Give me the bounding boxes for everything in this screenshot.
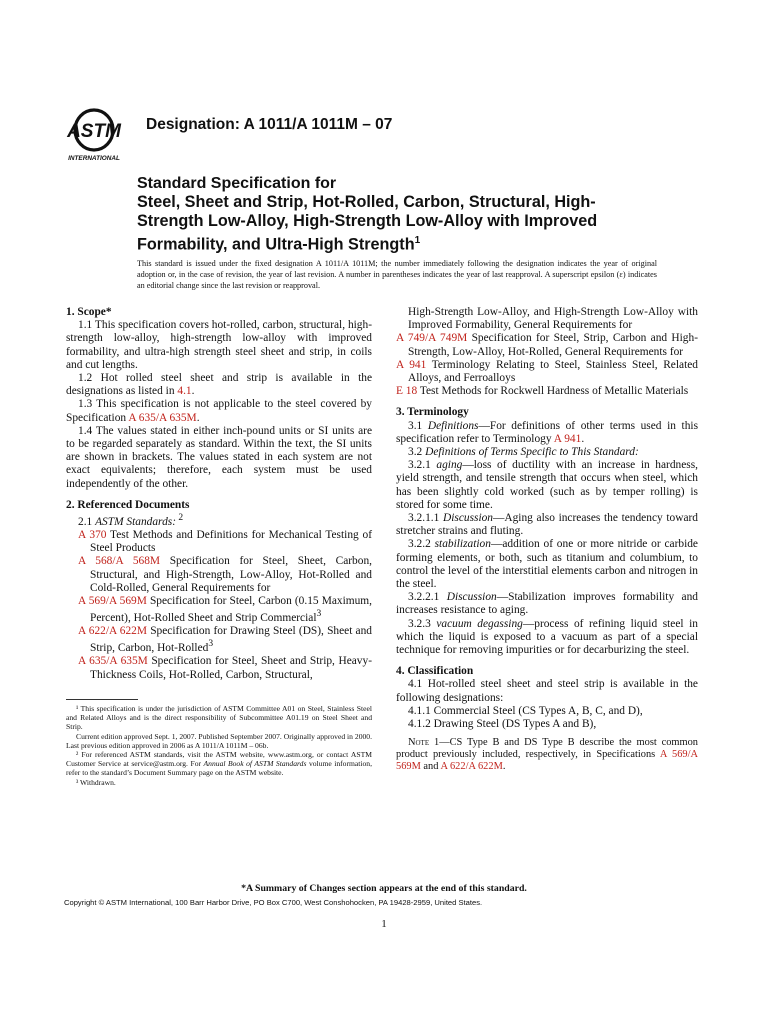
title-footnote-mark: 1 [414, 235, 421, 246]
paragraph: 3.2 Definitions of Terms Specific to This Standard: [408, 446, 639, 459]
right-column [396, 306, 698, 773]
reference-link[interactable]: A 941 [396, 358, 427, 371]
paragraph: 3.2.2 stabilization—addition of one or more nitride or carbide forming elements, or both, such as titanium and columbium, to control the level of the interstitial elements carbon and nitrogen in the steel. [396, 538, 698, 591]
paragraph: 3.2.1.1 Discussion—Aging also increases the tendency toward stretcher strains and fluting. [396, 512, 698, 538]
section-heading: 3. Terminology [396, 406, 469, 419]
reference-entry: E 18 Test Methods for Rockwell Hardness of Metallic Materials [396, 385, 689, 398]
paragraph: 1.4 The values stated in either inch-pound units or SI units are to be regarded separately as standard. Within the text, the SI units are shown in brackets. The values stated in each system are not exact equivalents; therefore, each system must be used independently of the other. [66, 424, 372, 490]
section-heading: 4. Classification [396, 665, 474, 678]
paragraph: 4.1.2 Drawing Steel (DS Types A and B), [408, 718, 597, 731]
paragraph: 1.1 This specification covers hot-rolled, carbon, structural, high-strength low-alloy, high-strength low-alloy with improved formability, and ultra-high strength steel sheet and strip, in coils and cut lengths. [66, 319, 372, 371]
paragraph: 3.1 Definitions—For definitions of other terms used in this specification refer to Terminology A 941. [396, 419, 698, 445]
section-heading: 2. Referenced Documents [66, 498, 190, 511]
reference-link[interactable]: A 622/A 622M [78, 625, 148, 638]
paragraph: 1.3 This specification is not applicable to the steel covered by Specification A 635/A 635M. [66, 398, 372, 424]
footnote-divider [66, 699, 138, 700]
issue-note: This standard is issued under the fixed designation A 1011/A 1011M; the number immediately following the designation indicates the year of original adoption or, in the case of revision, the year of last revision. A number in parentheses indicates the year of last reapproval. A superscript epsilon (ε) indicates an editorial change since the last revision or reapproval. [137, 259, 657, 290]
reference-continuation: High-Strength Low-Alloy, and High-Strength Low-Alloy with Improved Formability, General Requirements for [408, 306, 698, 332]
summary-note: *A Summary of Changes section appears at the end of this standard. [241, 883, 527, 894]
section-heading: 1. Scope* [66, 306, 112, 318]
document-title [137, 174, 647, 254]
paragraph: 2.1 ASTM Standards: $^2$ [78, 513, 184, 528]
footnote: Current edition approved Sept. 1, 2007. Published September 2007. Originally approved in 2000. Last previous edition approved in 2006 as A 1011/A 1011M – 06b. [66, 731, 372, 750]
reference-entry: A 635/A 635M Specification for Steel, Sheet and Strip, Heavy-Thickness Coils, Hot-Rolled, Carbon, Structural, [78, 655, 372, 681]
title-line: Steel, Sheet and Strip, Hot-Rolled, Carbon, Structural, High- [137, 193, 596, 211]
standard-link[interactable]: A 622/A 622M [440, 761, 503, 773]
left-column [66, 306, 372, 682]
standard-link[interactable]: A 941 [553, 432, 582, 445]
standard-link[interactable]: A 569/A 569M [396, 749, 698, 773]
svg-text:ASTM: ASTM [67, 121, 121, 142]
page-number: 1 [381, 918, 387, 930]
footnotes [66, 704, 372, 787]
paragraph: 4.1.1 Commercial Steel (CS Types A, B, C, and D), [408, 704, 643, 717]
footnote: ³ Withdrawn. [76, 777, 116, 787]
paragraph: 3.2.2.1 Discussion—Stabilization improves formability and increases resistance to aging. [396, 591, 698, 617]
title-line: Strength Low-Alloy, High-Strength Low-Alloy with Improved [137, 212, 598, 230]
reference-entry: A 941 Terminology Relating to Steel, Stainless Steel, Related Alloys, and Ferroalloys [396, 358, 698, 385]
reference-link[interactable]: A 568/A 568M [78, 555, 161, 568]
title-prefix: Standard Specification for [137, 175, 337, 192]
reference-entry: A 749/A 749M Specification for Steel, Strip, Carbon and High-Strength, Low-Alloy, Hot-Rolled, General Requirements for [396, 332, 698, 358]
paragraph: 3.2.3 vacuum degassing—process of refining liquid steel in which the liquid is exposed to a vacuum as part of a special technique for removing impurities or for decarburizing the steel. [396, 617, 698, 657]
paragraph: 1.2 Hot rolled steel sheet and strip is available in the designations as listed in 4.1. [66, 372, 372, 398]
title-line: Formability, and Ultra-High Strength [137, 235, 415, 254]
reference-entry: A 622/A 622M Specification for Drawing Steel (DS), Sheet and Strip, Carbon, Hot-Rolled$^3$ [78, 625, 372, 655]
logo-text: INTERNATIONAL [68, 155, 120, 162]
reference-link[interactable]: E 18 [396, 385, 418, 398]
reference-link[interactable]: A 370 [78, 529, 107, 542]
paragraph: 3.2.1 aging—loss of ductility with an increase in hardness, yield strength, and tensile strength that occurs when steel, which has been slightly cold worked (such as by temper rolling) is stored for some time. [396, 459, 698, 511]
reference-link[interactable]: A 635/A 635M [78, 655, 148, 668]
copyright: Copyright © ASTM International, 100 Barr Harbor Drive, PO Box C700, West Conshohocken, PA 19428-2959, United States. [64, 898, 483, 907]
designation: Designation: A 1011/A 1011M – 07 [146, 116, 393, 133]
note: Note 1—CS Type B and DS Type B describe the most common product previously included, respectively, in Specifications A 569/A 569M and A 622/A 622M. [396, 737, 698, 773]
astm-logo [64, 106, 130, 164]
paragraph: 4.1 Hot-rolled steel sheet and steel strip is available in the following designations: [396, 678, 698, 704]
footnote: ¹ This specification is under the jurisdiction of ASTM Committee A01 on Steel, Stainless Steel and Related Alloys and is the direct responsibility of Subcommittee A01.19 on Steel Sheet and Strip. [66, 704, 372, 732]
footnote: ² For referenced ASTM standards, visit the ASTM website, www.astm.org, or contact ASTM Customer Service at service@astm.org. For Annual Book of ASTM Standards volume information, refer to the standard’s Document Summary page on the ASTM website. [66, 750, 373, 778]
reference-link[interactable]: A 749/A 749M [396, 332, 468, 345]
reference-entry: A 370 Test Methods and Definitions for Mechanical Testing of Steel Products [78, 529, 372, 555]
reference-link[interactable]: A 569/A 569M [78, 595, 147, 608]
reference-entry: A 568/A 568M Specification for Steel, Sheet, Carbon, Structural, and High-Strength, Low-Alloy, Hot-Rolled and Cold-Rolled, General Requirements for [78, 555, 372, 594]
section-link[interactable]: 4.1 [177, 385, 192, 398]
standard-link[interactable]: A 635/A 635M [128, 411, 197, 424]
reference-entry: A 569/A 569M Specification for Steel, Carbon (0.15 Maximum, Percent), Hot-Rolled Sheet and Strip Commercial$^3$ [78, 595, 373, 625]
